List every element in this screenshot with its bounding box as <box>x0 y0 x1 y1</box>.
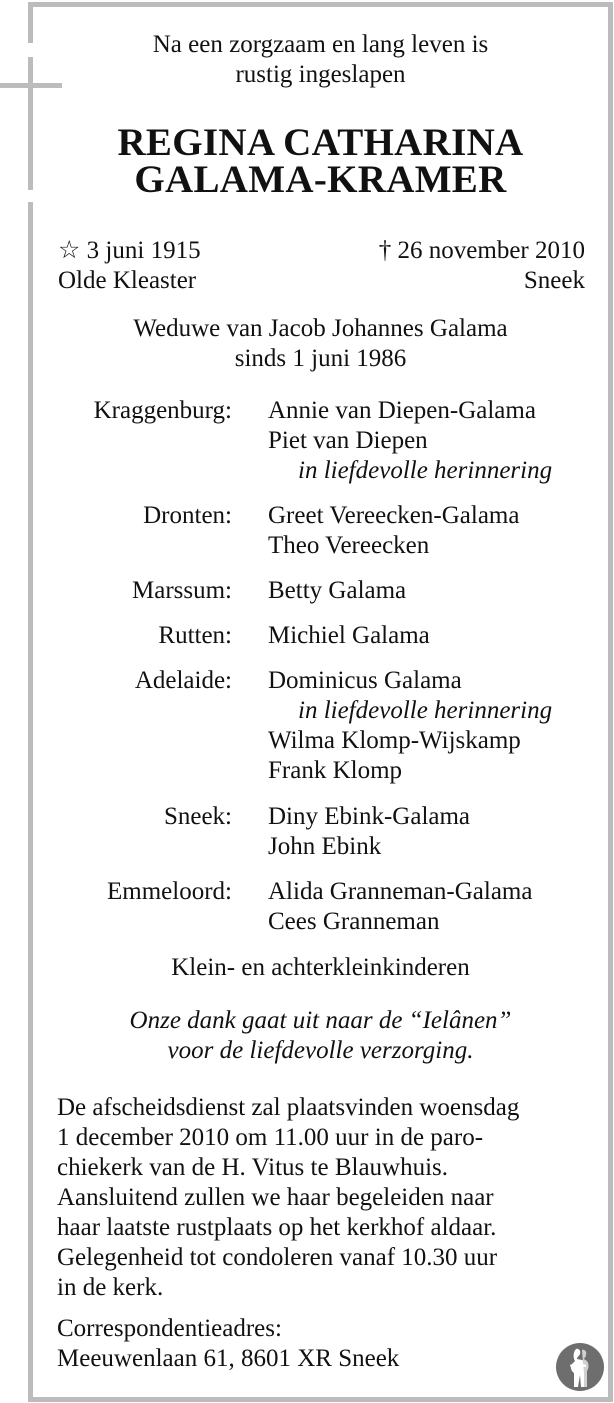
birth-date: 3 juni 1915 <box>86 237 201 264</box>
correspondence-address <box>57 1314 399 1374</box>
service-line: Aansluitend zullen we haar begeleiden naar <box>57 1184 494 1211</box>
embracing-figures-icon <box>556 1343 604 1391</box>
family-member: Theo Vereecken <box>268 532 430 559</box>
opening-line: rustig ingeslapen <box>235 61 406 88</box>
family-names <box>268 877 532 937</box>
thanks-line: Onze dank gaat uit naar de “Ielânen” <box>129 1007 512 1034</box>
family-member: Annie van Diepen-Galama <box>268 397 536 424</box>
service-line: Gelegenheid tot condoleren vanaf 10.30 uur <box>57 1244 498 1271</box>
family-names <box>268 621 430 651</box>
birth-info <box>58 236 201 296</box>
family-member: Dominicus Galama <box>268 667 462 694</box>
thanks-note <box>33 1006 608 1066</box>
family-member: Greet Vereecken-Galama <box>268 502 520 529</box>
opening-text <box>33 30 608 90</box>
frame-left-border <box>28 202 33 1402</box>
family-place: Dronten: <box>143 502 232 529</box>
service-line: chiekerk van de H. Vitus te Blauwhuis. <box>57 1154 449 1181</box>
correspondence-label: Correspondentieadres: <box>57 1315 282 1342</box>
family-member: Michiel Galama <box>268 622 430 649</box>
star-icon: ☆ <box>58 237 81 264</box>
family-member: Wilma Klomp-Wijskamp <box>268 727 521 754</box>
logo-figures <box>556 1343 604 1391</box>
family-names <box>268 802 470 862</box>
family-place: Emmeloord: <box>107 878 232 905</box>
family-place: Sneek: <box>163 803 232 830</box>
name-line-2: GALAMA-KRAMER <box>134 158 507 201</box>
family-member: Betty Galama <box>268 577 407 604</box>
name-line-1: REGINA CATHARINA <box>117 121 524 164</box>
frame-top-border <box>28 2 613 7</box>
family-member: Diny Ebink-Galama <box>268 803 471 830</box>
memoriam-note: in liefdevolle herinnering <box>298 697 553 724</box>
frame-right-border <box>608 2 613 1402</box>
family-member: John Ebink <box>268 833 382 860</box>
memoriam-note: in liefdevolle herinnering <box>298 457 553 484</box>
service-line: 1 december 2010 om 11.00 uur in de paro- <box>57 1124 484 1151</box>
widow-line: sinds 1 juni 1986 <box>234 345 407 372</box>
family-place: Marssum: <box>132 577 232 604</box>
grandchildren-line: Klein- en achterkleinkinderen <box>171 954 470 981</box>
frame-bottom-border <box>28 1397 613 1402</box>
opening-line: Na een zorgzaam en lang leven is <box>152 31 489 58</box>
family-names <box>268 501 519 561</box>
family-names <box>268 396 552 486</box>
service-details <box>57 1093 602 1303</box>
thanks-line: voor de liefdevolle verzorging. <box>167 1037 474 1064</box>
death-date: 26 november 2010 <box>397 237 585 264</box>
deceased-name <box>33 121 608 201</box>
family-place: Adelaide: <box>134 667 232 694</box>
service-line: haar laatste rustplaats op het kerkhof aldaar. <box>57 1214 497 1241</box>
death-place: Sneek <box>523 267 585 294</box>
family-member: Frank Klomp <box>268 757 403 784</box>
birth-place: Olde Kleaster <box>58 267 197 294</box>
service-line: De afscheidsdienst zal plaatsvinden woensdag <box>57 1094 520 1121</box>
correspondence-value: Meeuwenlaan 61, 8601 XR Sneek <box>57 1345 400 1372</box>
dagger-icon: † <box>378 237 392 264</box>
widow-statement <box>33 314 608 374</box>
death-info <box>379 236 585 296</box>
family-member: Alida Granneman-Galama <box>268 878 533 905</box>
widow-line: Weduwe van Jacob Johannes Galama <box>133 315 508 342</box>
family-place: Rutten: <box>158 622 232 649</box>
service-line: in de kerk. <box>57 1274 164 1301</box>
family-place: Kraggenburg: <box>93 397 232 424</box>
family-names <box>268 576 406 606</box>
family-member: Cees Granneman <box>268 908 440 935</box>
family-names <box>268 666 552 786</box>
family-member: Piet van Diepen <box>268 427 428 454</box>
